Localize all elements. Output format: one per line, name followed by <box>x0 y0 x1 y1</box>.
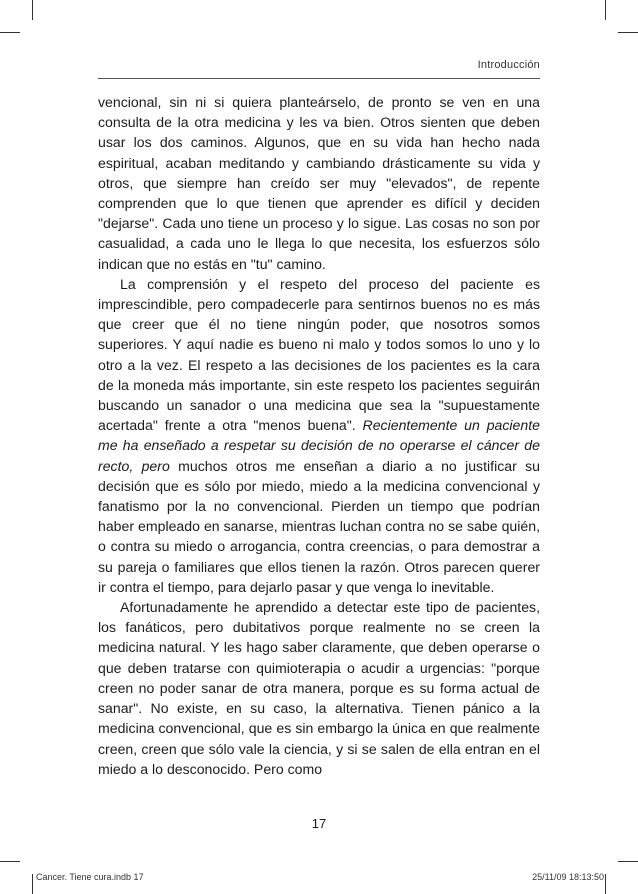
footer-timestamp: 25/11/09 18:13:50 <box>532 872 604 882</box>
crop-mark <box>32 0 33 20</box>
paragraph-3: Afortunadamente he aprendido a detectar este tipo de pacientes, los fanáticos, pero dubitativos porque realmente no se creen la medicina natural. Y les hago saber claramente, que deben operarse o que deben tratarse con quimioterapia o acudir a urgencias: "porque creen no poder sanar de otra manera, porque es su forma actual de sanar". No existe, en su caso, la alternativa. Tienen pánico a la medicina convencional, que es sin embargo la única en que realmente creen, creen que sólo vale la ciencia, y si se salen de ella entran en el miedo a lo desconocido. Pero como <box>98 599 540 777</box>
page-number: 17 <box>311 816 327 831</box>
paragraph-2 <box>98 274 540 597</box>
paragraph-1: vencional, sin ni si quiera planteárselo, de pronto se ven en una consulta de la otra medicina y les va bien. Otros sienten que deben usar los dos caminos. Algunos, que en su vida han hecho nada espiritual, acaban meditando y cambiando drásticamente su vida y otros, que siempre han creído ser muy "elevados", de repente comprenden que lo que tienen que aprender es difícil y deciden "dejarse". Cada uno tiene un proceso y lo sigue. Las cosas no son por casualidad, a cada uno le llega lo que necesita, los esfuerzos sólo indican que no estás en "tu" camino. <box>98 94 540 272</box>
crop-mark <box>605 0 606 20</box>
paragraph-2-text-b: muchos otros me enseñan a diario a no justificar su decisión que es sólo por miedo, miedo a la medicina convencional y fanatismo por la no convencional. Pierden un tiempo que podrían haber empleado en sanarse, mientras luchan contra no se sabe quién, o contra su miedo o arrogancia, contra creencias, o para demostrar a su pareja o familiares que ellos tienen la razón. Otros parecen querer ir contra el tiempo, para dejarlo pasar y que venga lo inevitable. <box>98 457 541 595</box>
crop-mark <box>618 861 638 862</box>
footer-file-info: Cancer. Tiene cura.indb 17 <box>36 872 144 882</box>
crop-mark <box>618 32 638 33</box>
paragraph-2-text-a: La comprensión y el respeto del proceso del paciente es imprescindible, pero compadecerle para sentirnos buenos no es más que creer que él no tiene ningún poder, que nosotros somos superiores. Y aquí nadie es bueno ni malo y todos somos lo uno y lo otro a la vez. El respeto a las decisiones de los pacientes es la cara de la moneda más importante, sin este respeto los pacientes seguirán buscando un sanador o una medicina que sea la "supuestamente acertada" frente a otra "menos buena". <box>98 275 540 434</box>
body-text <box>98 92 540 779</box>
header-rule <box>98 78 540 79</box>
crop-mark <box>0 32 20 33</box>
running-header: Introducción <box>477 59 540 71</box>
crop-mark <box>0 861 20 862</box>
crop-mark <box>605 874 606 894</box>
crop-mark <box>32 874 33 894</box>
paragraph-2-italic: Recientemente un paciente me ha enseñado a respetar su decisión de no operarse el cáncer de recto, pero <box>98 417 540 474</box>
